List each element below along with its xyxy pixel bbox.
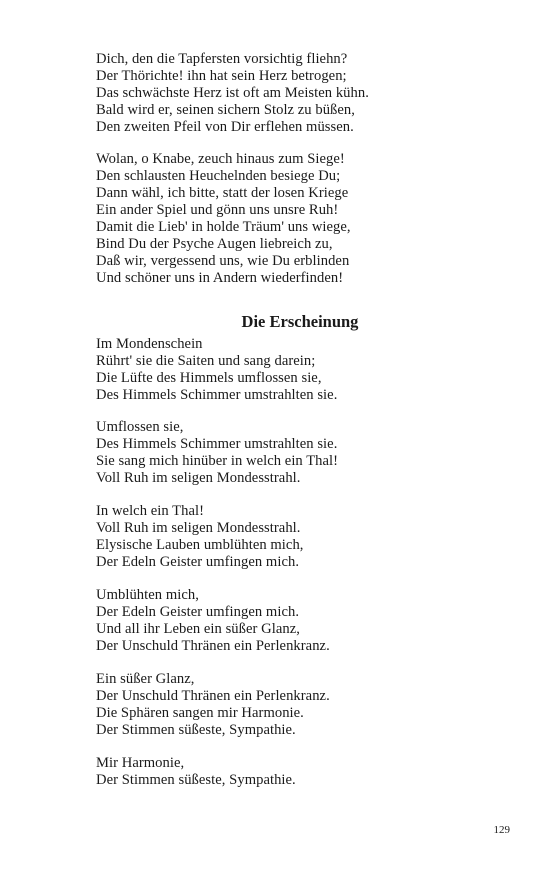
verse-line: Der Stimmen süßeste, Sympathie. (96, 722, 296, 738)
verse-line: Umblühten mich, (96, 587, 199, 603)
verse-line: Elysische Lauben umblühten mich, (96, 537, 304, 553)
verse-line: Dann wähl, ich bitte, statt der losen Kriege (96, 185, 349, 201)
stanza (96, 51, 496, 136)
verse-line: Der Unschuld Thränen ein Perlenkranz. (96, 638, 330, 654)
verse-line: Im Mondenschein (96, 336, 203, 352)
verse-line: Und schöner uns in Andern wiederfinden! (96, 270, 344, 286)
verse-line: Dich, den die Tapfersten vorsichtig fliehn? (96, 51, 348, 67)
verse-line: Voll Ruh im seligen Mondesstrahl. (96, 470, 301, 486)
verse-line: Voll Ruh im seligen Mondesstrahl. (96, 520, 301, 536)
stanza (96, 336, 496, 404)
verse-line: Der Stimmen süßeste, Sympathie. (96, 772, 296, 788)
poem-title: Die Erscheinung (241, 312, 359, 331)
verse-line: Ein ander Spiel und gönn uns unsre Ruh! (96, 202, 339, 218)
stanza (96, 419, 496, 487)
verse-line: Den zweiten Pfeil von Dir erflehen müssen. (96, 119, 354, 135)
verse-line: Die Lüfte des Himmels umflossen sie, (96, 370, 322, 386)
verse-line: Damit die Lieb' in holde Träum' uns wiege, (96, 219, 351, 235)
verse-line: Der Edeln Geister umfingen mich. (96, 604, 300, 620)
verse-line: Rührt' sie die Saiten und sang darein; (96, 353, 316, 369)
verse-line: Ein süßer Glanz, (96, 671, 195, 687)
verse-line: Des Himmels Schimmer umstrahlten sie. (96, 436, 338, 452)
verse-line: Des Himmels Schimmer umstrahlten sie. (96, 387, 338, 403)
verse-line: Bind Du der Psyche Augen liebreich zu, (96, 236, 333, 252)
verse-line: Das schwächste Herz ist oft am Meisten kühn. (96, 85, 369, 101)
stanza (96, 151, 496, 287)
verse-line: Der Thörichte! ihn hat sein Herz betrogen; (96, 68, 347, 84)
verse-line: Daß wir, vergessend uns, wie Du erblinden (96, 253, 350, 269)
verse-line: Bald wird er, seinen sichern Stolz zu büßen, (96, 102, 355, 118)
verse-line: Die Sphären sangen mir Harmonie. (96, 705, 304, 721)
verse-line: Mir Harmonie, (96, 755, 185, 771)
stanza (96, 503, 496, 571)
stanza (96, 755, 496, 789)
stanza (96, 587, 496, 655)
verse-line: Der Edeln Geister umfingen mich. (96, 554, 300, 570)
verse-line: In welch ein Thal! (96, 503, 205, 519)
verse-line: Umflossen sie, (96, 419, 184, 435)
verse-line: Und all ihr Leben ein süßer Glanz, (96, 621, 300, 637)
verse-line: Sie sang mich hinüber in welch ein Thal! (96, 453, 339, 469)
verse-line: Den schlausten Heuchelnden besiege Du; (96, 168, 341, 184)
verse-line: Der Unschuld Thränen ein Perlenkranz. (96, 688, 330, 704)
verse-line: Wolan, o Knabe, zeuch hinaus zum Siege! (96, 151, 345, 167)
stanza (96, 671, 496, 739)
page-number: 129 (493, 824, 510, 836)
